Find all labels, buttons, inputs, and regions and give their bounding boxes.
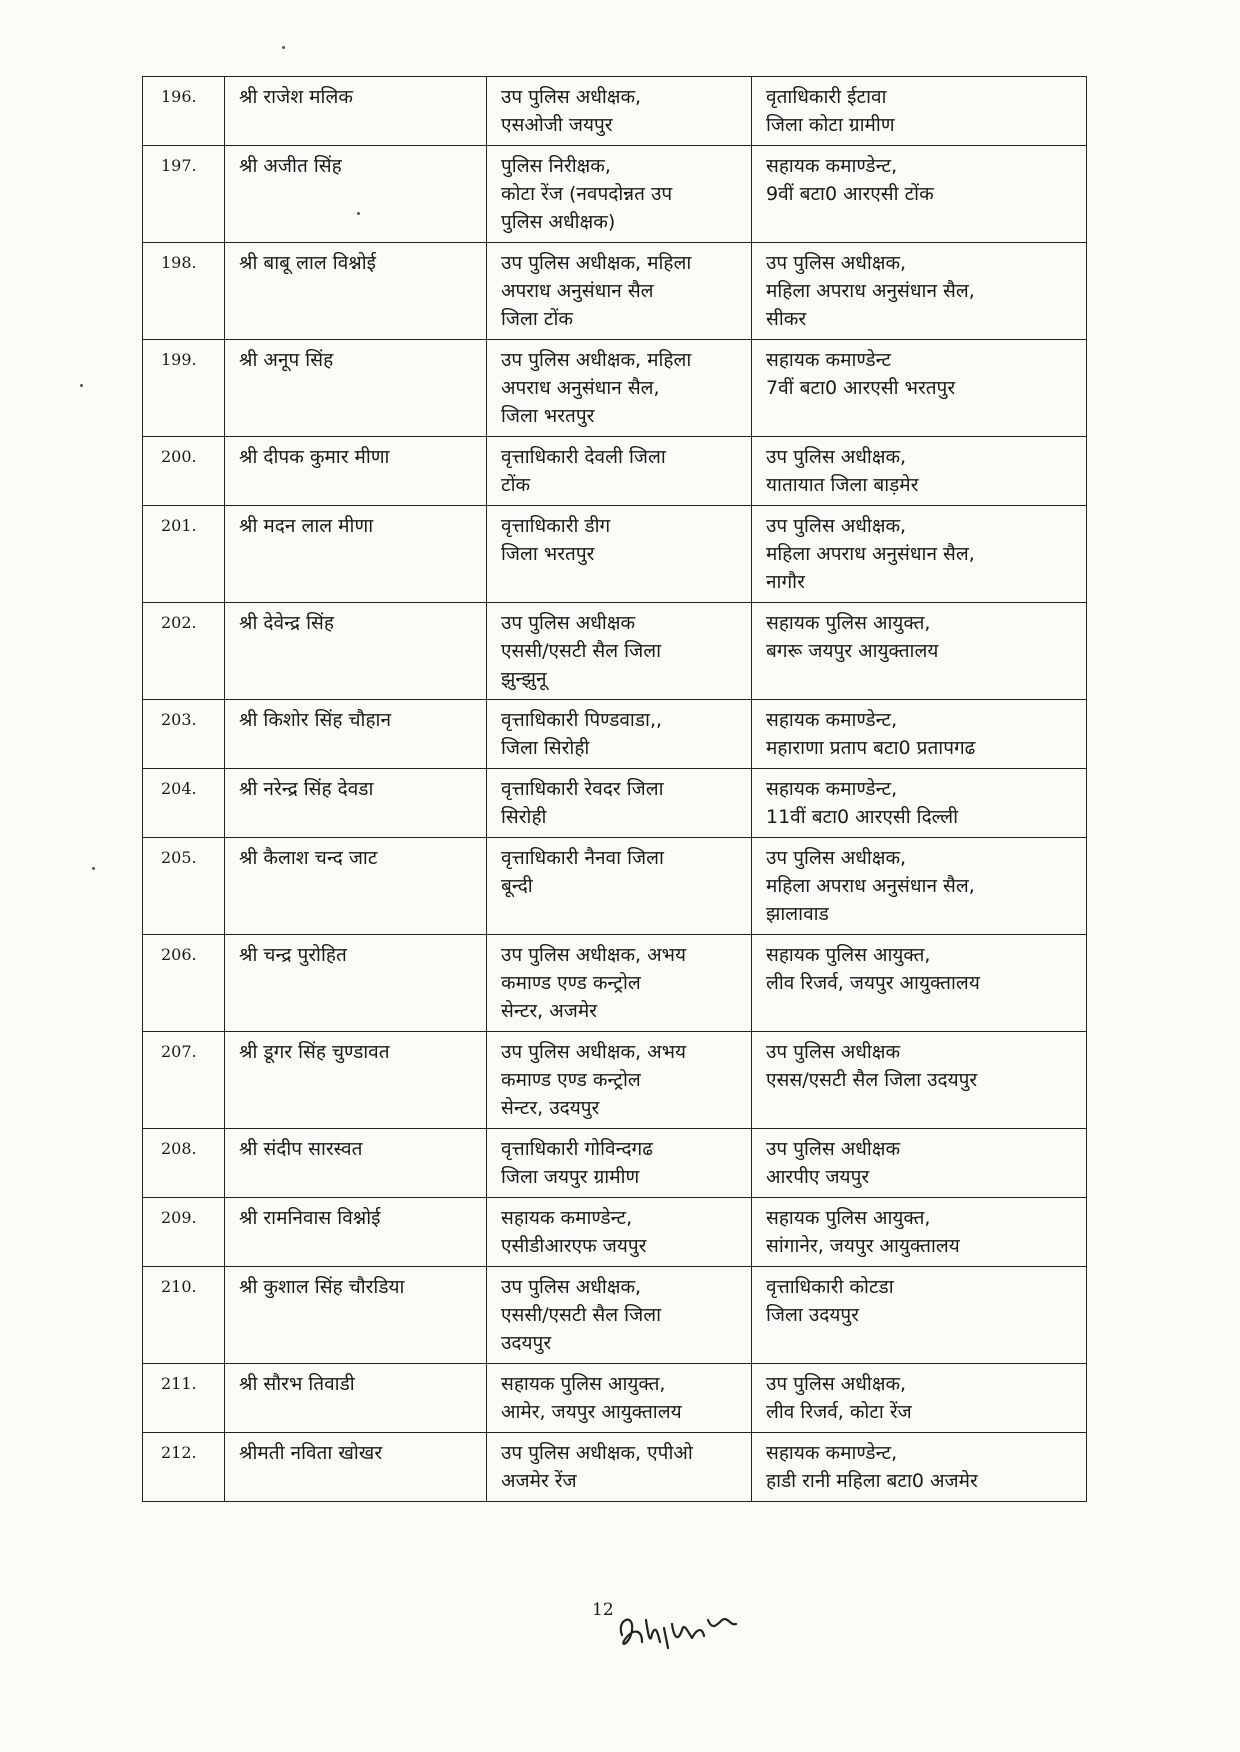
serial-number: 209.	[143, 1198, 225, 1267]
serial-number: 212.	[143, 1433, 225, 1502]
current-posting-line: जिला सिरोही	[501, 737, 590, 759]
new-posting-line: उप पुलिस अधीक्षक,	[766, 252, 907, 274]
officer-name: श्री किशोर सिंह चौहान	[225, 700, 487, 769]
officer-name: श्री डूगर सिंह चुण्डावत	[225, 1032, 487, 1129]
new-posting-line: हाडी रानी महिला बटा0 अजमेर	[766, 1470, 978, 1492]
new-posting-line: सांगानेर, जयपुर आयुक्तालय	[766, 1235, 960, 1257]
transfer-table	[142, 76, 1087, 1502]
current-posting	[487, 340, 752, 437]
current-posting-line: कमाण्ड एण्ड कन्ट्रोल	[501, 1069, 641, 1091]
table-row	[143, 769, 1087, 838]
officer-name: श्री सौरभ तिवाडी	[225, 1364, 487, 1433]
current-posting	[487, 1433, 752, 1502]
new-posting-line: जिला उदयपुर	[766, 1304, 859, 1326]
table-row	[143, 146, 1087, 243]
officer-name: श्री मदन लाल मीणा	[225, 506, 487, 603]
current-posting-line: सहायक कमाण्डेन्ट,	[501, 1207, 633, 1229]
current-posting	[487, 77, 752, 146]
new-posting	[752, 1267, 1087, 1364]
new-posting-line: सहायक कमाण्डेन्ट,	[766, 155, 898, 177]
new-posting	[752, 340, 1087, 437]
current-posting	[487, 1198, 752, 1267]
new-posting	[752, 935, 1087, 1032]
officer-name: श्री बाबू लाल विश्नोई	[225, 243, 487, 340]
current-posting-line: आमेर, जयपुर आयुक्तालय	[501, 1401, 682, 1423]
current-posting-line: एसीडीआरएफ जयपुर	[501, 1235, 647, 1257]
officer-name: श्रीमती नविता खोखर	[225, 1433, 487, 1502]
current-posting-line: वृत्ताधिकारी पिण्डवाडा,,	[501, 709, 663, 731]
table-row	[143, 1267, 1087, 1364]
table-row	[143, 1198, 1087, 1267]
new-posting-line: झालावाड	[766, 903, 829, 925]
current-posting-line: जिला भरतपुर	[501, 543, 595, 565]
new-posting-line: नागौर	[766, 571, 805, 593]
current-posting	[487, 146, 752, 243]
table-row	[143, 77, 1087, 146]
officer-name: श्री दीपक कुमार मीणा	[225, 437, 487, 506]
serial-number: 197.	[143, 146, 225, 243]
current-posting-line: बून्दी	[501, 875, 533, 897]
new-posting-line: सीकर	[766, 308, 807, 330]
new-posting	[752, 1433, 1087, 1502]
table-row	[143, 838, 1087, 935]
current-posting-line: टोंक	[501, 474, 531, 496]
current-posting-line: उप पुलिस अधीक्षक, महिला	[501, 349, 692, 371]
new-posting-line: 9वीं बटा0 आरएसी टोंक	[766, 183, 934, 205]
current-posting	[487, 243, 752, 340]
serial-number: 201.	[143, 506, 225, 603]
new-posting-line: सहायक कमाण्डेन्ट	[766, 349, 892, 371]
current-posting-line: पुलिस निरीक्षक,	[501, 155, 611, 177]
current-posting	[487, 1129, 752, 1198]
officer-name: श्री देवेन्द्र सिंह	[225, 603, 487, 700]
current-posting-line: वृत्ताधिकारी डीग	[501, 515, 611, 537]
scan-speck	[80, 384, 83, 387]
serial-number: 210.	[143, 1267, 225, 1364]
new-posting	[752, 1364, 1087, 1433]
new-posting-line: महिला अपराध अनुसंधान सैल,	[766, 543, 975, 565]
signature	[612, 1590, 812, 1660]
scan-speck	[92, 867, 95, 870]
current-posting-line: वृत्ताधिकारी नैनवा जिला	[501, 847, 664, 869]
serial-number: 204.	[143, 769, 225, 838]
new-posting-line: लीव रिजर्व, जयपुर आयुक्तालय	[766, 972, 980, 994]
current-posting-line: जिला भरतपुर	[501, 405, 595, 427]
current-posting	[487, 506, 752, 603]
current-posting-line: वृत्ताधिकारी देवली जिला	[501, 446, 666, 468]
new-posting-line: सहायक कमाण्डेन्ट,	[766, 778, 898, 800]
current-posting-line: उप पुलिस अधीक्षक, अभय	[501, 944, 687, 966]
officer-name: श्री रामनिवास विश्नोई	[225, 1198, 487, 1267]
new-posting-line: उप पुलिस अधीक्षक,	[766, 515, 907, 537]
new-posting-line: जिला कोटा ग्रामीण	[766, 114, 895, 136]
officer-name: श्री राजेश मलिक	[225, 77, 487, 146]
transfer-table-body	[143, 77, 1087, 1502]
table-row	[143, 437, 1087, 506]
current-posting-line: उप पुलिस अधीक्षक, अभय	[501, 1041, 687, 1063]
serial-number: 200.	[143, 437, 225, 506]
new-posting	[752, 243, 1087, 340]
current-posting	[487, 700, 752, 769]
serial-number: 205.	[143, 838, 225, 935]
scan-speck	[357, 212, 360, 215]
current-posting	[487, 1032, 752, 1129]
new-posting	[752, 146, 1087, 243]
table-row	[143, 603, 1087, 700]
new-posting-line: उप पुलिस अधीक्षक,	[766, 1373, 907, 1395]
new-posting-line: यातायात जिला बाड़मेर	[766, 474, 919, 496]
serial-number: 199.	[143, 340, 225, 437]
new-posting	[752, 506, 1087, 603]
new-posting-line: सहायक पुलिस आयुक्त,	[766, 1207, 931, 1229]
officer-name: श्री कैलाश चन्द जाट	[225, 838, 487, 935]
new-posting-line: बगरू जयपुर आयुक्तालय	[766, 640, 939, 662]
new-posting-line: महिला अपराध अनुसंधान सैल,	[766, 875, 975, 897]
current-posting	[487, 1364, 752, 1433]
officer-name: श्री संदीप सारस्वत	[225, 1129, 487, 1198]
current-posting-line: उप पुलिस अधीक्षक, एपीओ	[501, 1442, 693, 1464]
current-posting-line: पुलिस अधीक्षक)	[501, 211, 616, 233]
table-row	[143, 1129, 1087, 1198]
current-posting-line: अपराध अनुसंधान सैल,	[501, 377, 660, 399]
current-posting-line: जिला जयपुर ग्रामीण	[501, 1166, 640, 1188]
new-posting-line: लीव रिजर्व, कोटा रेंज	[766, 1401, 912, 1423]
new-posting-line: 7वीं बटा0 आरएसी भरतपुर	[766, 377, 956, 399]
new-posting	[752, 700, 1087, 769]
officer-name: श्री अनूप सिंह	[225, 340, 487, 437]
serial-number: 206.	[143, 935, 225, 1032]
new-posting	[752, 77, 1087, 146]
new-posting-line: उप पुलिस अधीक्षक,	[766, 847, 907, 869]
current-posting-line: वृत्ताधिकारी रेवदर जिला	[501, 778, 664, 800]
new-posting	[752, 603, 1087, 700]
table-row	[143, 935, 1087, 1032]
current-posting-line: उप पुलिस अधीक्षक	[501, 612, 636, 634]
current-posting	[487, 838, 752, 935]
serial-number: 208.	[143, 1129, 225, 1198]
current-posting-line: एससी/एसटी सैल जिला	[501, 640, 661, 662]
table-row	[143, 1032, 1087, 1129]
serial-number: 196.	[143, 77, 225, 146]
table-row	[143, 1433, 1087, 1502]
current-posting-line: अजमेर रेंज	[501, 1470, 577, 1492]
current-posting-line: उप पुलिस अधीक्षक,	[501, 86, 642, 108]
officer-name: श्री कुशाल सिंह चौरडिया	[225, 1267, 487, 1364]
current-posting-line: सेन्टर, अजमेर	[501, 1000, 597, 1022]
current-posting-line: एससी/एसटी सैल जिला	[501, 1304, 661, 1326]
table-row	[143, 506, 1087, 603]
new-posting-line: सहायक कमाण्डेन्ट,	[766, 709, 898, 731]
new-posting-line: महाराणा प्रताप बटा0 प्रतापगढ	[766, 737, 976, 759]
scan-speck	[282, 46, 285, 49]
current-posting-line: एसओजी जयपुर	[501, 114, 613, 136]
new-posting-line: सहायक पुलिस आयुक्त,	[766, 944, 931, 966]
table-row	[143, 1364, 1087, 1433]
table-row	[143, 243, 1087, 340]
new-posting	[752, 769, 1087, 838]
serial-number: 198.	[143, 243, 225, 340]
serial-number: 207.	[143, 1032, 225, 1129]
current-posting	[487, 769, 752, 838]
new-posting	[752, 1129, 1087, 1198]
serial-number: 211.	[143, 1364, 225, 1433]
table-row	[143, 700, 1087, 769]
current-posting-line: उप पुलिस अधीक्षक,	[501, 1276, 642, 1298]
current-posting-line: जिला टोंक	[501, 308, 573, 330]
table-row	[143, 340, 1087, 437]
new-posting	[752, 437, 1087, 506]
officer-name: श्री चन्द्र पुरोहित	[225, 935, 487, 1032]
new-posting-line: उप पुलिस अधीक्षक	[766, 1041, 901, 1063]
current-posting	[487, 603, 752, 700]
current-posting	[487, 1267, 752, 1364]
new-posting-line: आरपीए जयपुर	[766, 1166, 870, 1188]
new-posting	[752, 838, 1087, 935]
officer-name: श्री नरेन्द्र सिंह देवडा	[225, 769, 487, 838]
current-posting	[487, 935, 752, 1032]
new-posting	[752, 1032, 1087, 1129]
current-posting-line: कमाण्ड एण्ड कन्ट्रोल	[501, 972, 641, 994]
current-posting-line: उप पुलिस अधीक्षक, महिला	[501, 252, 692, 274]
new-posting-line: महिला अपराध अनुसंधान सैल,	[766, 280, 975, 302]
current-posting-line: सहायक पुलिस आयुक्त,	[501, 1373, 666, 1395]
current-posting	[487, 437, 752, 506]
serial-number: 203.	[143, 700, 225, 769]
current-posting-line: अपराध अनुसंधान सैल	[501, 280, 654, 302]
current-posting-line: कोटा रेंज (नवपदोन्नत उप	[501, 183, 673, 205]
new-posting-line: सहायक पुलिस आयुक्त,	[766, 612, 931, 634]
new-posting-line: 11वीं बटा0 आरएसी दिल्ली	[766, 806, 959, 828]
new-posting-line: उप पुलिस अधीक्षक,	[766, 446, 907, 468]
new-posting-line: वृताधिकारी ईटावा	[766, 86, 887, 108]
serial-number: 202.	[143, 603, 225, 700]
new-posting-line: सहायक कमाण्डेन्ट,	[766, 1442, 898, 1464]
current-posting-line: उदयपुर	[501, 1332, 552, 1354]
new-posting-line: एसस/एसटी सैल जिला उदयपुर	[766, 1069, 978, 1091]
new-posting-line: उप पुलिस अधीक्षक	[766, 1138, 901, 1160]
current-posting-line: झुन्झुनू	[501, 668, 547, 690]
new-posting-line: वृत्ताधिकारी कोटडा	[766, 1276, 894, 1298]
new-posting	[752, 1198, 1087, 1267]
current-posting-line: सिरोही	[501, 806, 547, 828]
officer-name: श्री अजीत सिंह	[225, 146, 487, 243]
current-posting-line: वृत्ताधिकारी गोविन्दगढ	[501, 1138, 653, 1160]
current-posting-line: सेन्टर, उदयपुर	[501, 1097, 600, 1119]
page-number: 12	[592, 1600, 614, 1620]
